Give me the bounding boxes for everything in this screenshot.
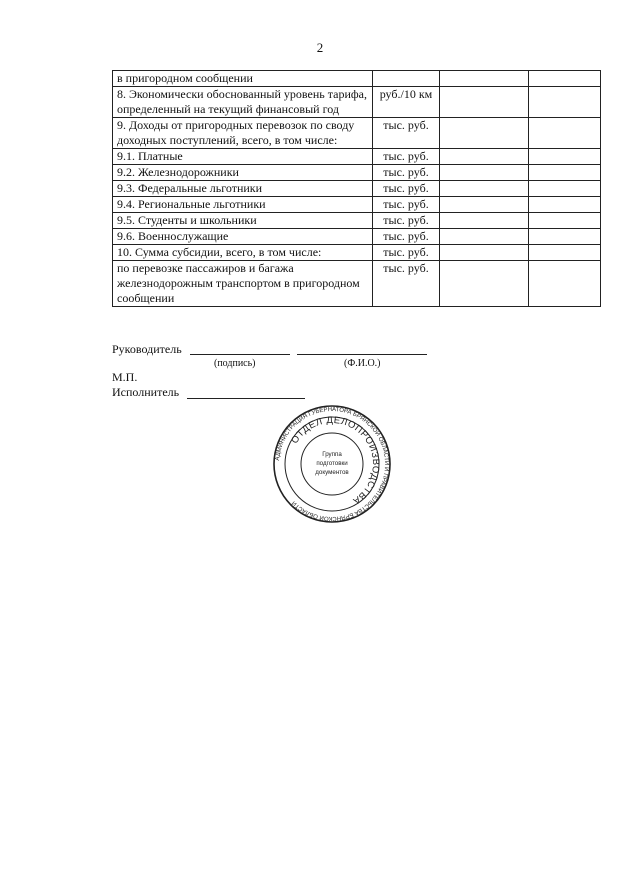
row-label: 9.2. Железнодорожники	[113, 165, 373, 181]
row-value-cell	[529, 261, 601, 307]
executor-label: Исполнитель	[112, 385, 180, 399]
table-row	[113, 197, 601, 213]
table-row	[113, 71, 601, 87]
row-label: 9.1. Платные	[113, 149, 373, 165]
table-row	[113, 181, 601, 197]
row-value-cell	[529, 165, 601, 181]
row-unit: тыс. руб.	[373, 118, 440, 149]
table-row	[113, 213, 601, 229]
row-label: в пригородном сообщении	[113, 71, 373, 87]
row-unit: тыс. руб.	[373, 245, 440, 261]
executor-line	[187, 398, 305, 399]
row-value-cell	[440, 181, 529, 197]
row-unit	[373, 71, 440, 87]
department-stamp	[272, 404, 392, 524]
row-unit: тыс. руб.	[373, 197, 440, 213]
signature-line	[190, 354, 290, 355]
row-value-cell	[529, 118, 601, 149]
row-unit: тыс. руб.	[373, 213, 440, 229]
seal-label: М.П.	[112, 370, 138, 384]
name-hint: (Ф.И.О.)	[344, 358, 381, 369]
signature-hint: (подпись)	[214, 358, 256, 369]
table-row	[113, 229, 601, 245]
row-value-cell	[529, 181, 601, 197]
row-label: 9.3. Федеральные льготники	[113, 181, 373, 197]
row-label: 10. Сумма субсидии, всего, в том числе:	[113, 245, 373, 261]
row-value-cell	[529, 245, 601, 261]
table-row	[113, 118, 601, 149]
row-unit: руб./10 км	[373, 87, 440, 118]
row-value-cell	[440, 197, 529, 213]
page-number: 2	[316, 40, 324, 55]
row-label: 8. Экономически обоснованный уровень тарифа, определенный на текущий финансовый год	[113, 87, 373, 118]
row-value-cell	[440, 87, 529, 118]
row-unit: тыс. руб.	[373, 229, 440, 245]
stamp-outer-text: АДМИНИСТРАЦИЯ ГУБЕРНАТОРА БРЯНСКОЙ ОБЛАСТИ И ПРАВИТЕЛЬСТВА БРЯНСКОЙ ОБЛАСТИ	[275, 406, 390, 522]
row-value-cell	[440, 213, 529, 229]
row-value-cell	[440, 165, 529, 181]
row-value-cell	[529, 197, 601, 213]
row-value-cell	[440, 245, 529, 261]
table-row	[113, 165, 601, 181]
row-unit: тыс. руб.	[373, 165, 440, 181]
row-unit: тыс. руб.	[373, 149, 440, 165]
row-label: 9.5. Студенты и школьники	[113, 213, 373, 229]
row-value-cell	[529, 213, 601, 229]
row-value-cell	[529, 229, 601, 245]
stamp-center-line: подготовки	[316, 460, 348, 467]
stamp-center-line: документов	[315, 469, 349, 476]
table-row	[113, 245, 601, 261]
stamp-center-line: Группа	[322, 451, 342, 458]
row-value-cell	[529, 87, 601, 118]
name-line	[297, 354, 427, 355]
row-unit: тыс. руб.	[373, 261, 440, 307]
row-value-cell	[529, 71, 601, 87]
row-value-cell	[440, 118, 529, 149]
row-value-cell	[440, 149, 529, 165]
row-value-cell	[529, 149, 601, 165]
head-label: Руководитель	[112, 342, 182, 356]
table-row	[113, 87, 601, 118]
table-row	[113, 261, 601, 307]
stamp-ring-text: ОТДЕЛ ДЕЛОПРОИЗВОДСТВА	[289, 414, 382, 507]
row-value-cell	[440, 229, 529, 245]
row-value-cell	[440, 261, 529, 307]
row-label: 9. Доходы от пригородных перевозок по своду доходных поступлений, всего, в том числе:	[113, 118, 373, 149]
row-unit: тыс. руб.	[373, 181, 440, 197]
row-label: 9.6. Военнослужащие	[113, 229, 373, 245]
row-label: по перевозке пассажиров и багажа железнодорожным транспортом в пригородном сообщении	[113, 261, 373, 307]
table-row	[113, 149, 601, 165]
row-label: 9.4. Региональные льготники	[113, 197, 373, 213]
form-table	[112, 70, 601, 307]
row-value-cell	[440, 71, 529, 87]
